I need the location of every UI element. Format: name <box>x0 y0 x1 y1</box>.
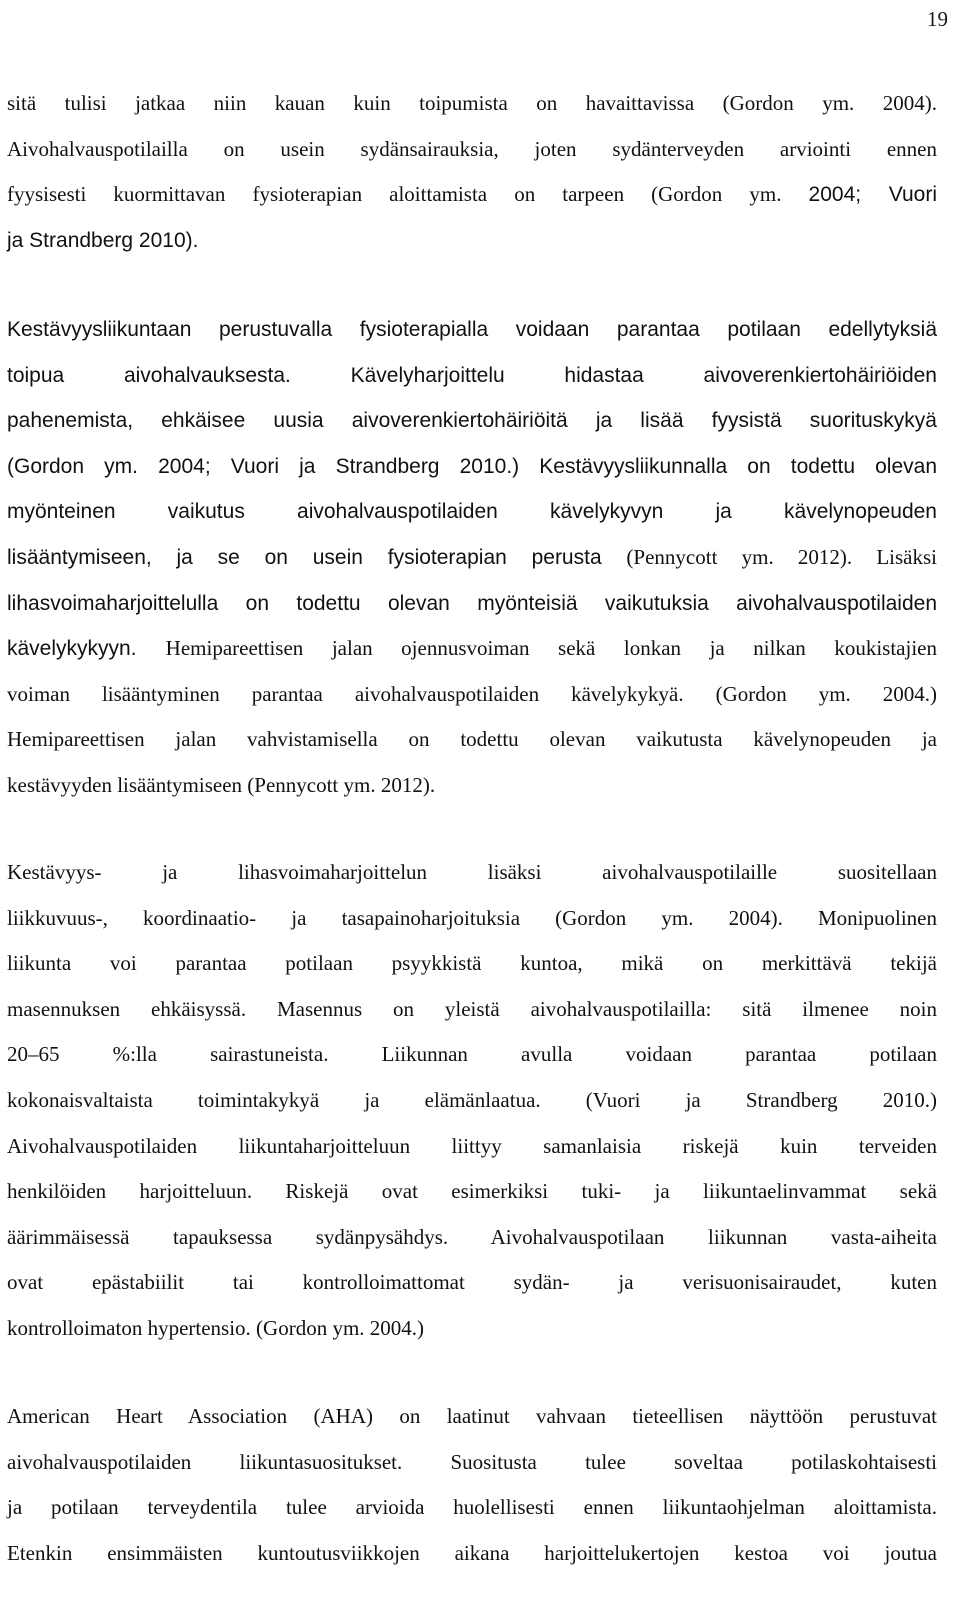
text-segment: kestävyyden lisääntymiseen (Pennycott ym. 2012). <box>7 772 436 797</box>
text-segment: ja Strandberg 2010). <box>7 228 199 252</box>
text-segment: äärimmäisessä tapauksessa sydänpysähdys. Aivohalvauspotilaan liikunnan vasta-aiheita <box>7 1224 937 1249</box>
text-segment: liikunta voi parantaa potilaan psyykkistä kuntoa, mikä on merkittävä tekijä <box>7 951 937 976</box>
text-line <box>7 81 937 127</box>
text-segment: Etenkin ensimmäisten kuntoutusviikkojen aikana harjoittelukertojen kestoa voi joutua <box>7 1540 937 1565</box>
text-segment: lihasvoimaharjoittelulla on todettu olevan myönteisiä vaikutuksia aivohalvauspotilaiden <box>7 591 937 615</box>
text-segment: fyysisesti kuormittavan fysioterapian aloittamista on tarpeen (Gordon ym. <box>7 182 809 207</box>
text-segment: lisääntymiseen, ja se on usein fysioterapian perusta <box>7 545 627 569</box>
text-line <box>7 535 937 581</box>
text-line <box>7 1169 937 1215</box>
text-segment: myönteinen vaikutus aivohalvauspotilaiden kävelykyvyn ja kävelynopeuden <box>7 500 937 524</box>
text-line <box>7 1260 937 1306</box>
text-segment: aivohalvauspotilaiden liikuntasuositukset. Suositusta tulee soveltaa potilaskohtaisesti <box>7 1449 937 1474</box>
text-segment: kontrolloimaton hypertensio. (Gordon ym. 2004.) <box>7 1315 425 1340</box>
text-line <box>7 398 937 444</box>
text-segment: ovat epästabiilit tai kontrolloimattomat sydän- ja verisuonisairaudet, kuten <box>7 1270 937 1295</box>
text-segment: Hemipareettisen jalan vahvistamisella on todettu olevan vaikutusta kävelynopeuden ja <box>7 727 937 752</box>
paragraph-2 <box>7 307 937 809</box>
text-segment: Kestävyys- ja lihasvoimaharjoittelun lisäksi aivohalvauspotilaille suositellaan <box>7 860 937 884</box>
text-segment: sitä tulisi jatkaa niin kauan kuin toipumista on havaittavissa (Gordon ym. 2004). <box>7 91 937 115</box>
text-segment: Aivohalvauspotilaiden liikuntaharjoitteluun liittyy samanlaisia riskejä kuin terveiden <box>7 1133 937 1158</box>
paragraph-4 <box>7 1394 937 1576</box>
text-line <box>7 581 937 627</box>
text-segment: Aivohalvauspotilailla on usein sydänsairauksia, joten sydänterveyden arviointi ennen <box>7 136 937 161</box>
text-line <box>7 763 937 809</box>
text-line <box>7 1531 937 1577</box>
text-line <box>7 626 937 672</box>
text-line <box>7 850 937 896</box>
text-segment: toipua aivohalvauksesta. Kävelyharjoittelu hidastaa aivoverenkiertohäiriöiden <box>7 363 937 387</box>
text-segment: pahenemista, ehkäisee uusia aivoverenkiertohäiriöitä ja lisää fyysistä suorituskykyä <box>7 409 937 433</box>
text-line <box>7 1485 937 1531</box>
text-line <box>7 1032 937 1078</box>
text-line <box>7 1124 937 1170</box>
text-segment: kokonaisvaltaista toimintakykyä ja elämänlaatua. (Vuori ja Strandberg 2010.) <box>7 1087 937 1112</box>
text-line <box>7 717 937 763</box>
text-line <box>7 353 937 399</box>
text-segment: masennuksen ehkäisyssä. Masennus on yleistä aivohalvauspotilailla: sitä ilmenee noin <box>7 996 937 1021</box>
paragraph-1 <box>7 81 937 263</box>
text-segment: ja potilaan terveydentila tulee arvioida huolellisesti ennen liikuntaohjelman aloittamista. <box>7 1495 937 1520</box>
text-segment: American Heart Association (AHA) on laatinut vahvaan tieteellisen näyttöön perustuvat <box>7 1404 937 1428</box>
text-line <box>7 218 937 264</box>
text-line <box>7 1306 937 1352</box>
text-line <box>7 987 937 1033</box>
text-line <box>7 307 937 353</box>
text-line <box>7 444 937 490</box>
text-segment: (Gordon ym. 2004; Vuori ja Strandberg 2010.) Kestävyysliikunnalla on todettu olevan <box>7 454 937 478</box>
page-number: 19 <box>927 7 948 31</box>
text-line <box>7 1394 937 1440</box>
text-segment: 2004; Vuori <box>808 183 937 207</box>
text-segment: Kestävyysliikuntaan perustuvalla fysioterapialla voidaan parantaa potilaan edellytyksiä <box>7 318 937 341</box>
text-segment: liikkuvuus-, koordinaatio- ja tasapainoharjoituksia (Gordon ym. 2004). Monipuolinen <box>7 905 937 930</box>
text-line <box>7 127 937 173</box>
text-segment: henkilöiden harjoitteluun. Riskejä ovat esimerkiksi tuki- ja liikuntaelinvammat sekä <box>7 1179 937 1204</box>
text-line <box>7 1078 937 1124</box>
text-line <box>7 172 937 218</box>
paragraph-3 <box>7 850 937 1352</box>
text-line <box>7 672 937 718</box>
text-line <box>7 1440 937 1486</box>
text-segment: 20–65 %:lla sairastuneista. Liikunnan avulla voidaan parantaa potilaan <box>7 1042 937 1067</box>
text-line <box>7 896 937 942</box>
text-line <box>7 489 937 535</box>
text-segment: Hemipareettisen jalan ojennusvoiman sekä lonkan ja nilkan koukistajien <box>165 636 937 661</box>
text-segment: voiman lisääntyminen parantaa aivohalvauspotilaiden kävelykykyä. (Gordon ym. 2004.) <box>7 681 937 706</box>
text-line <box>7 941 937 987</box>
text-segment: (Pennycott ym. 2012). Lisäksi <box>626 544 937 569</box>
text-segment: kävelykykyyn. <box>7 637 166 661</box>
text-line <box>7 1215 937 1261</box>
